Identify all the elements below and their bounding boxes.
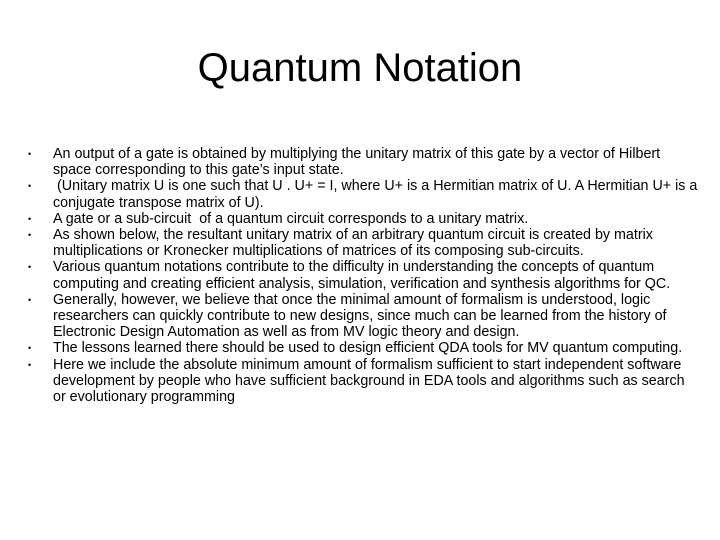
bullet-dot-icon: • [28,359,32,370]
bullet-text: The lessons learned there should be used to design efficient QDA tools for MV quantum computing. [53,340,683,357]
bullet-item [28,227,698,259]
bullet-list [28,146,702,406]
bullet-item [28,211,698,227]
bullet-dot-icon: • [28,294,32,305]
bullet-dot-icon: • [28,230,32,241]
bullet-item [28,357,698,406]
bullet-item [28,178,702,211]
bullet-dot-icon: • [28,181,32,192]
bullet-text: Here we include the absolute minimum amount of formalism sufficient to start independent software development by people who have sufficient background in EDA tools and algorithms such as search or evolutionary programming [53,356,685,406]
bullet-dot-icon: • [28,343,32,354]
bullet-item [28,340,698,356]
bullet-text: Generally, however, we believe that once the minimal amount of formalism is understood, logic researchers can quickly contribute to new designs, since much can be learned from the history of Electronic Design Automation as well as from MV logic theory and design. [53,291,667,341]
bullet-dot-icon: • [28,149,32,159]
bullet-text: A gate or a sub-circuit of a quantum circuit corresponds to a unitary matrix. [53,210,529,227]
bullet-text: (Unitary matrix U is one such that U . U+ = I, where U+ is a Hermitian matrix of U. A Hermitian U+ is a conjugate transpose matrix of U). [53,178,702,211]
bullet-text: An output of a gate is obtained by multiplying the unitary matrix of this gate by a vector of Hilbert space corresponding to this gate’s input state. [53,146,661,179]
bullet-dot-icon: • [28,262,32,273]
bullet-dot-icon: • [28,213,32,224]
bullet-text: Various quantum notations contribute to the difficulty in understanding the concepts of quantum computing and creating efficient analysis, simulation, verification and synthesis algorithms for QC. [53,259,671,292]
slide-title: Quantum Notation [197,46,523,90]
bullet-item [28,259,698,291]
bullet-item [28,292,698,341]
bullet-text: As shown below, the resultant unitary matrix of an arbitrary quantum circuit is created by matrix multiplications or Kronecker multiplications of matrices of its composing sub-circuits. [53,227,653,260]
bullet-item [28,146,698,178]
